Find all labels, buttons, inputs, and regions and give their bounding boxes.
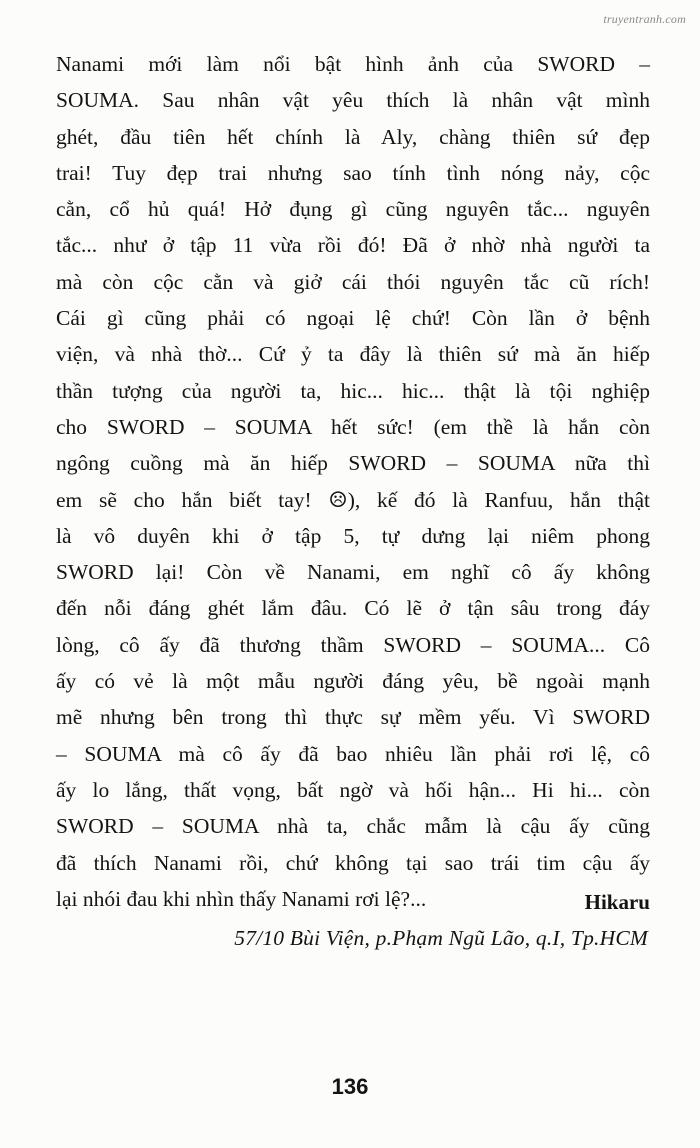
signature: Hikaru [584,890,650,914]
text-line: viện, và nhà thờ... Cứ ỷ ta đây là thiên sứ mà ăn hiếp [56,342,650,367]
text-line: đã thích Nanami rồi, chứ không tại sao trái tim cậu ấy [56,850,650,875]
text-line: cho SWORD – SOUMA hết sức! (em thề là hắn còn [56,414,650,439]
text-line: ngông cuồng mà ăn hiếp SWORD – SOUMA nữa thì [56,451,650,476]
text-line: ghét, đầu tiên hết chính là Aly, chàng thiên sứ đẹp [56,124,650,149]
text-line: cằn, cổ hủ quá! Hở đụng gì cũng nguyên tắc... nguyên [56,197,650,222]
text-line: SWORD lại! Còn về Nanami, em nghĩ cô ấy không [56,560,650,585]
watermark: truyentranh.com [603,12,686,26]
text-line: là vô duyên khi ở tập 5, tự dưng lại niêm phong [56,523,650,548]
text-line: tắc... như ở tập 11 vừa rồi đó! Đã ở nhờ nhà người ta [56,233,650,258]
text-line: mẽ nhưng bên trong thì thực sự mềm yếu. Vì SWORD [56,705,650,730]
text-line: lại nhói đau khi nhìn thấy Nanami rơi lệ?... [56,886,427,911]
text-line: Nanami mới làm nổi bật hình ảnh của SWORD – [56,52,650,76]
page-number: 136 [331,1074,369,1099]
text-line: – SOUMA mà cô ấy đã bao nhiêu lần phải rơi lệ, cô [56,741,650,766]
text-line: lòng, cô ấy đã thương thầm SWORD – SOUMA... Cô [56,632,650,657]
letter-body [56,46,650,917]
text-line: đến nỗi đáng ghét lắm đâu. Có lẽ ở tận sâu trong đáy [56,596,650,621]
text-line: thần tượng của người ta, hic... hic... thật là tội nghiệp [56,378,650,403]
text-line: ấy có vẻ là một mẫu người đáng yêu, bề ngoài mạnh [56,669,650,694]
text-line: SWORD – SOUMA nhà ta, chắc mẫm là cậu ấy cũng [56,814,650,839]
text-line: em sẽ cho hắn biết tay! ☹), kế đó là Ranfuu, hắn thật [56,487,650,512]
text-line: mà còn cộc cằn và giở cái thói nguyên tắc cũ rích! [56,269,650,294]
sender-address: 57/10 Bùi Viện, p.Phạm Ngũ Lão, q.I, Tp.HCM [234,926,648,950]
text-line: Cái gì cũng phải có ngoại lệ chứ! Còn lần ở bệnh [56,306,650,331]
text-line: trai! Tuy đẹp trai nhưng sao tính tình nóng nảy, cộc [56,160,650,185]
text-line: SOUMA. Sau nhân vật yêu thích là nhân vật mình [56,88,650,113]
text-line: ấy lo lắng, thất vọng, bất ngờ và hối hận... Hi hi... còn [56,777,650,802]
